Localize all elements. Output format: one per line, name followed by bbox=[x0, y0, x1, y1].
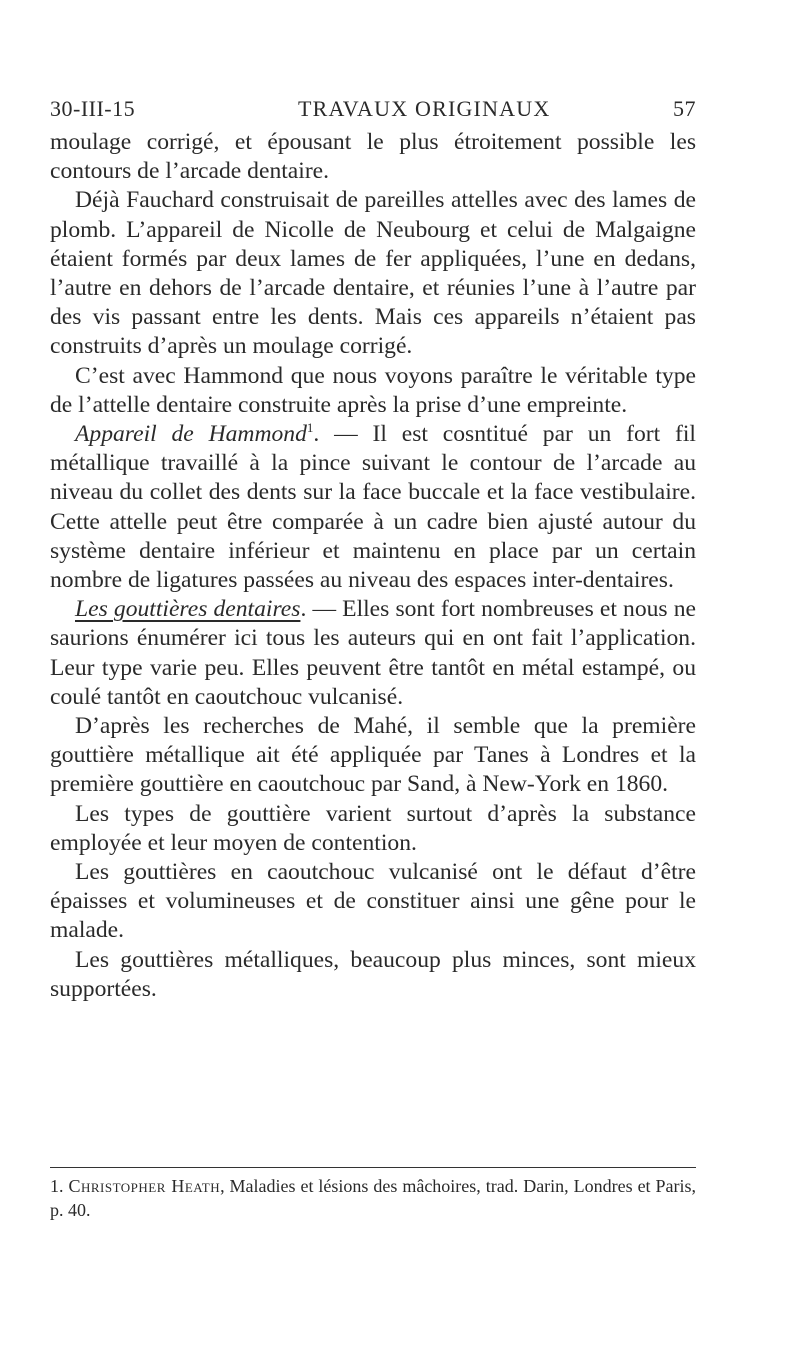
section-title: TRAVAUX ORIGINAUX bbox=[298, 96, 551, 121]
footnote-author: Christopher Heath bbox=[68, 1176, 221, 1196]
issue-date: 30-III-15 bbox=[50, 96, 136, 121]
paragraph: Les types de gouttière varient surtout d’après la substance employée et leur moyen de contention. bbox=[50, 800, 696, 856]
paragraph: C’est avec Hammond que nous voyons paraître le véritable type de l’attelle dentaire construite après la prise d’une empreinte. bbox=[50, 362, 696, 418]
paragraph-text: . — Il est cosntitué par un fort fil métallique travaillé à la pince suivant le contour de l’arcade au niveau du collet des dents sur la face buccale et la face vestibulaire. Cette attelle peut être comparée à un cadre bien ajusté autour du système dentaire inférieur et maintenu en place par un certain nombre de ligatures passées au niveau des espaces inter-dentaires. bbox=[50, 421, 696, 594]
paragraph: moulage corrigé, et épousant le plus étroitement possible les contours de l’arcade dentaire. bbox=[50, 129, 696, 185]
running-header bbox=[50, 96, 696, 126]
footnote-text: , Maladies et lésions des mâchoires, trad. Darin, Londres et Paris, p. 40. bbox=[50, 1176, 697, 1220]
run-in-heading: Appareil de Hammond bbox=[75, 421, 307, 448]
run-in-heading: Les gouttières dentaires bbox=[75, 596, 301, 623]
paragraph: Déjà Fauchard construisait de pareilles attelles avec des lames de plomb. L’appareil de Nicolle de Neubourg et celui de Malgaigne étaient formés par deux lames de fer appliquées, l’une en dedans, l’autre en dehors de l’arcade dentaire, et réunies l’une à l’autre par des vis passant entre les dents. Mais ces appareils n’étaient pas construits d’après un moulage corrigé. bbox=[50, 187, 696, 360]
page-number: 57 bbox=[673, 96, 696, 121]
body-text bbox=[50, 128, 696, 1004]
paragraph-hammond bbox=[50, 420, 696, 595]
footnote bbox=[50, 1174, 696, 1222]
paragraph-text: . — Elles sont fort nombreuses et nous ne saurions énumérer ici tous les auteurs qui en ont fait l’application. Leur type varie peu. Elles peuvent être tantôt en métal estampé, ou coulé tantôt en caoutchouc vulcanisé. bbox=[50, 596, 696, 710]
paragraph: D’après les recherches de Mahé, il semble que la première gouttière métallique ait été appliquée par Tanes à Londres et la première gouttière en caoutchouc par Sand, à New-York en 1860. bbox=[50, 713, 696, 798]
footnote-number: 1. bbox=[50, 1176, 64, 1196]
footnote-ref: 1 bbox=[306, 420, 314, 436]
footnote-divider bbox=[50, 1167, 696, 1168]
paragraph-gouttieres bbox=[50, 595, 696, 712]
paragraph: Les gouttières en caoutchouc vulcanisé ont le défaut d’être épaisses et volumineuses et de constituer ainsi une gêne pour le malade. bbox=[50, 859, 696, 944]
paragraph: Les gouttières métalliques, beaucoup plus minces, sont mieux supportées. bbox=[50, 946, 696, 1002]
